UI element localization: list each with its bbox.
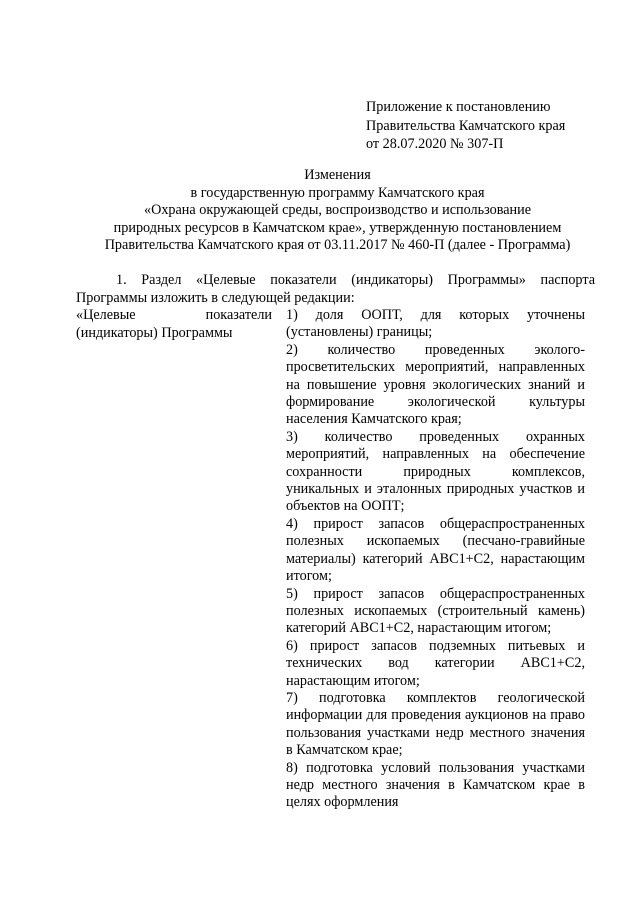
title-line-5: Правительства Камчатского края от 03.11.2017 № 460-П (далее - Программа) bbox=[104, 237, 571, 253]
title-line-3: «Охрана окружающей среды, воспроизводство и использование bbox=[143, 202, 532, 218]
appendix-line-2: Правительства Камчатского края bbox=[366, 117, 566, 134]
indicator-item-5: 5) прирост запасов общераспространенных полезных ископаемых (строительный камень) категорий АВС1+С2, нарастающим итогом; bbox=[286, 585, 585, 637]
document-title bbox=[60, 167, 615, 255]
indicator-item-6: 6) прирост запасов подземных питьевых и технических вод категории АВС1+С2, нарастающим итогом; bbox=[286, 637, 585, 689]
indicators-label-cell bbox=[76, 307, 272, 342]
appendix-header bbox=[366, 98, 565, 154]
label-word-2: показатели bbox=[205, 307, 272, 323]
title-line-1: Изменения bbox=[304, 167, 371, 183]
appendix-line-1: Приложение к постановлению bbox=[366, 99, 551, 115]
label-line-2: (индикаторы) Программы bbox=[76, 324, 233, 341]
indicator-item-3: 3) количество проведенных охранных мероприятий, направленных на обеспечение сохранности природных комплексов, уникальных и эталонных природных участков и объектов на ООПТ; bbox=[286, 428, 585, 515]
title-line-4: природных ресурсов в Камчатском крае», утвержденную постановлением bbox=[113, 219, 562, 236]
indicator-item-4: 4) прирост запасов общераспространенных полезных ископаемых (песчано-гравийные материалы) категорий АВС1+С2, нарастающим итогом; bbox=[286, 515, 585, 585]
label-line-1 bbox=[76, 307, 272, 325]
indicator-item-2: 2) количество проведенных эколого-просветительских мероприятий, направленных на повышение уровня экологических знаний и формирование экологической культуры населения Камчатского края; bbox=[286, 341, 585, 428]
title-line-2: в государственную программу Камчатского края bbox=[190, 184, 485, 201]
indicators-list-cell bbox=[286, 307, 585, 812]
indicator-item-1: 1) доля ООПТ, для которых уточнены (установлены) границы; bbox=[286, 307, 585, 341]
label-word-1: «Целевые bbox=[76, 307, 136, 323]
indicator-item-8: 8) подготовка условий пользования участками недр местного значения в Камчатском крае в целях оформления bbox=[286, 759, 585, 811]
paragraph-1: 1. Раздел «Целевые показатели (индикаторы) Программы» паспорта Программы изложить в следующей редакции: bbox=[76, 272, 595, 306]
appendix-line-3: от 28.07.2020 № 307-П bbox=[366, 136, 504, 152]
indicator-item-7: 7) подготовка комплектов геологической информации для проведения аукционов на право пользования участками недр местного значения в Камчатском крае; bbox=[286, 689, 585, 759]
